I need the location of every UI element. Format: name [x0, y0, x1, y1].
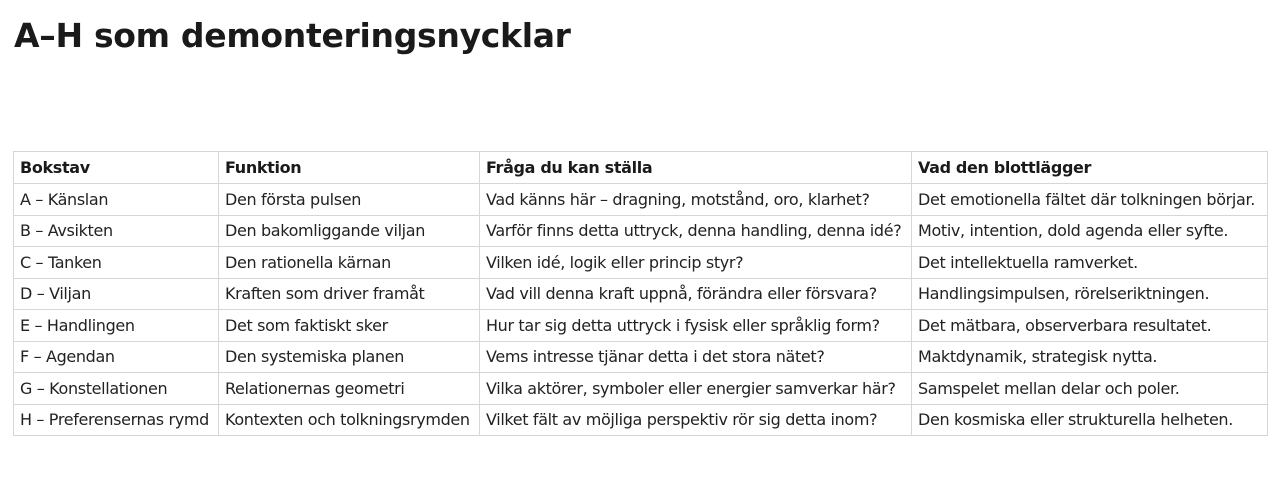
table-row [14, 184, 1268, 216]
cell-funktion: Det som faktiskt sker [219, 310, 480, 342]
cell-funktion: Den bakomliggande viljan [219, 215, 480, 247]
cell-bokstav: F – Agendan [14, 341, 219, 373]
cell-blottlagger: Det mätbara, observerbara resultatet. [912, 310, 1268, 342]
cell-funktion: Den systemiska planen [219, 341, 480, 373]
cell-fraga: Vad vill denna kraft uppnå, förändra eller försvara? [480, 278, 912, 310]
cell-fraga: Vilket fält av möjliga perspektiv rör sig detta inom? [480, 404, 912, 436]
cell-bokstav: A – Känslan [14, 184, 219, 216]
cell-blottlagger: Det intellektuella ramverket. [912, 247, 1268, 279]
cell-funktion: Kontexten och tolkningsrymden [219, 404, 480, 436]
cell-fraga: Vilken idé, logik eller princip styr? [480, 247, 912, 279]
cell-fraga: Vems intresse tjänar detta i det stora nätet? [480, 341, 912, 373]
column-header-funktion: Funktion [219, 152, 480, 184]
table-row [14, 278, 1268, 310]
cell-fraga: Varför finns detta uttryck, denna handling, denna idé? [480, 215, 912, 247]
page-title: A–H som demonteringsnycklar [14, 16, 571, 55]
cell-fraga: Vad känns här – dragning, motstånd, oro, klarhet? [480, 184, 912, 216]
cell-bokstav: C – Tanken [14, 247, 219, 279]
cell-bokstav: D – Viljan [14, 278, 219, 310]
cell-funktion: Den rationella kärnan [219, 247, 480, 279]
cell-bokstav: E – Handlingen [14, 310, 219, 342]
table-row [14, 310, 1268, 342]
table-row [14, 341, 1268, 373]
table-row [14, 215, 1268, 247]
table-row [14, 247, 1268, 279]
cell-fraga: Hur tar sig detta uttryck i fysisk eller språklig form? [480, 310, 912, 342]
cell-bokstav: B – Avsikten [14, 215, 219, 247]
column-header-blottlagger: Vad den blottlägger [912, 152, 1268, 184]
cell-blottlagger: Handlingsimpulsen, rörelseriktningen. [912, 278, 1268, 310]
cell-blottlagger: Motiv, intention, dold agenda eller syfte. [912, 215, 1268, 247]
cell-bokstav: G – Konstellationen [14, 373, 219, 405]
column-header-bokstav: Bokstav [14, 152, 219, 184]
cell-bokstav: H – Preferensernas rymd [14, 404, 219, 436]
cell-blottlagger: Den kosmiska eller strukturella helheten. [912, 404, 1268, 436]
table-header-row [14, 152, 1268, 184]
cell-blottlagger: Maktdynamik, strategisk nytta. [912, 341, 1268, 373]
cell-funktion: Relationernas geometri [219, 373, 480, 405]
cell-funktion: Den första pulsen [219, 184, 480, 216]
table-row [14, 404, 1268, 436]
keys-table [13, 151, 1268, 436]
cell-blottlagger: Samspelet mellan delar och poler. [912, 373, 1268, 405]
table-row [14, 373, 1268, 405]
cell-funktion: Kraften som driver framåt [219, 278, 480, 310]
cell-blottlagger: Det emotionella fältet där tolkningen börjar. [912, 184, 1268, 216]
column-header-fraga: Fråga du kan ställa [480, 152, 912, 184]
cell-fraga: Vilka aktörer, symboler eller energier samverkar här? [480, 373, 912, 405]
